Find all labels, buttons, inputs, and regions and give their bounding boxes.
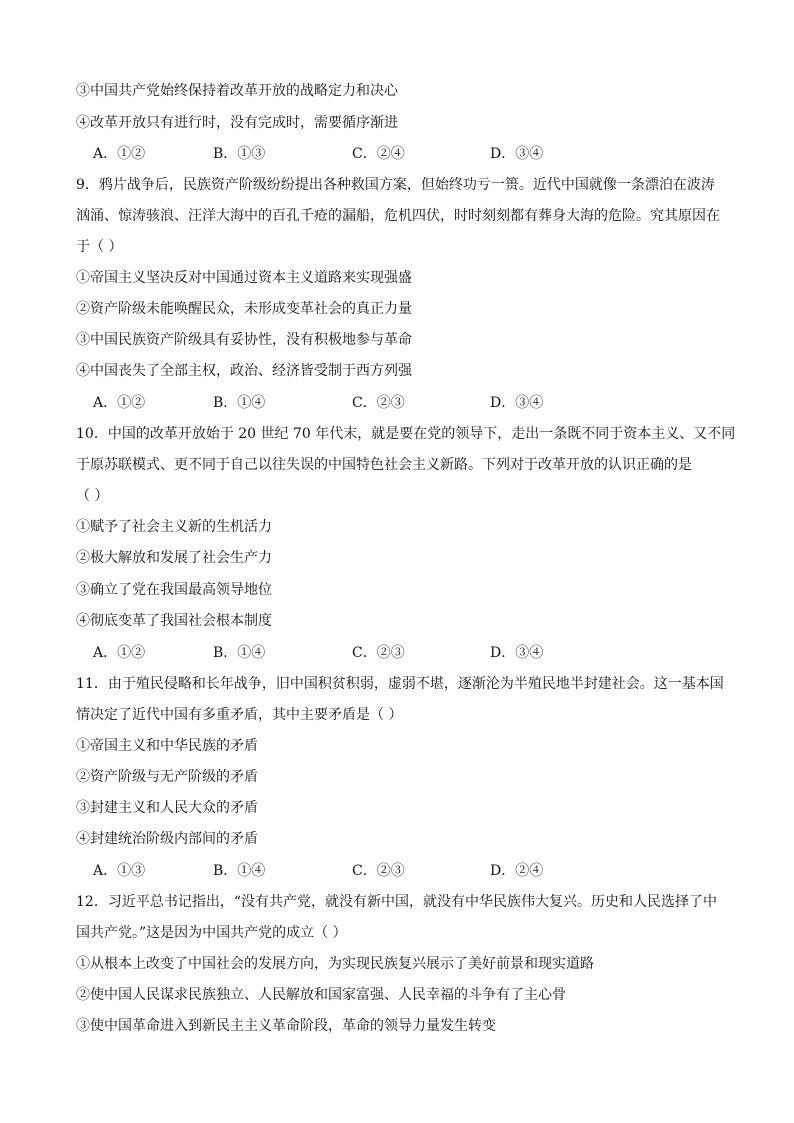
- q10-statement-1: ①赋予了社会主义新的生机活力: [76, 519, 272, 535]
- q12-statement-2: ②使中国人民谋求民族独立、人民解放和国家富强、人民幸福的斗争有了主心骨: [76, 987, 566, 1003]
- q10-stem-line-2: 于原苏联模式、更不同于自己以往失误的中国特色社会主义新路。下列对于改革开放的认识正确的是: [76, 457, 692, 473]
- q12-statement-3: ③使中国革命进入到新民主主义革命阶段，革命的领导力量发生转变: [76, 1018, 496, 1034]
- q10-statement-3: ③确立了党在我国最高领导地位: [76, 582, 272, 598]
- q9-option-c[interactable]: C．②③: [352, 395, 405, 411]
- q11-option-c[interactable]: C．②③: [352, 863, 405, 879]
- q8-option-c[interactable]: C．②④: [352, 146, 405, 162]
- q11-statement-2: ②资产阶级与无产阶级的矛盾: [76, 769, 258, 785]
- q10-option-d[interactable]: D．③④: [490, 645, 544, 661]
- q11-options: [93, 861, 733, 881]
- q9-option-b[interactable]: B．①④: [213, 395, 266, 411]
- q9-statement-1: ①帝国主义坚决反对中国通过资本主义道路来实现强盛: [76, 270, 412, 286]
- q11-statement-1: ①帝国主义和中华民族的矛盾: [76, 738, 258, 754]
- q12-stem-line-1: 12．习近平总书记指出，“没有共产党，就没有新中国，就没有中华民族伟大复兴。历史和人民选择了中: [76, 894, 717, 910]
- q8-options: [93, 144, 733, 164]
- q11-statement-3: ③封建主义和人民大众的矛盾: [76, 800, 258, 816]
- q11-stem-line-2: 情决定了近代中国有多重矛盾，其中主要矛盾是（ ）: [76, 707, 403, 723]
- q12-stem-line-2: 国共产党。”这是因为中国共产党的成立（ ）: [76, 925, 347, 941]
- q8-option-b[interactable]: B．①③: [213, 146, 266, 162]
- q10-stem-line-3: （ ）: [76, 488, 109, 504]
- q10-stem-line-1: 10．中国的改革开放始于 20 世纪 70 年代末，就是要在党的领导下，走出一条既不同于资本主义、又不同: [76, 426, 736, 442]
- q9-statement-4: ④中国丧失了全部主权，政治、经济皆受制于西方列强: [76, 363, 412, 379]
- q9-stem-line-2: 汹涌、惊涛骇浪、汪洋大海中的百孔千疮的漏船，危机四伏，时时刻刻都有葬身大海的危险。究其原因在: [76, 208, 720, 224]
- q8-statement-3: ③中国共产党始终保持着改革开放的战略定力和决心: [76, 83, 398, 99]
- q8-option-d[interactable]: D．③④: [490, 146, 544, 162]
- q11-option-a[interactable]: A．①③: [93, 863, 146, 879]
- q10-option-c[interactable]: C．②③: [352, 645, 405, 661]
- q8-statement-4: ④改革开放只有进行时，没有完成时，需要循序渐进: [76, 115, 398, 131]
- q8-option-a[interactable]: A．①②: [93, 146, 146, 162]
- q9-options: [93, 393, 733, 413]
- q9-stem-line-1: 9．鸦片战争后，民族资产阶级纷纷提出各种救国方案，但始终功亏一篑。近代中国就像一条漂泊在波涛: [76, 177, 715, 193]
- q10-statement-4: ④彻底变革了我国社会根本制度: [76, 613, 272, 629]
- q10-statement-2: ②极大解放和发展了社会生产力: [76, 550, 272, 566]
- q10-option-a[interactable]: A．①②: [93, 645, 146, 661]
- q9-statement-3: ③中国民族资产阶级具有妥协性，没有积极地参与革命: [76, 332, 412, 348]
- q12-statement-1: ①从根本上改变了中国社会的发展方向，为实现民族复兴展示了美好前景和现实道路: [76, 956, 594, 972]
- q9-statement-2: ②资产阶级未能唤醒民众，未形成变革社会的真正力量: [76, 301, 412, 317]
- q10-option-b[interactable]: B．①④: [213, 645, 266, 661]
- q11-stem-line-1: 11．由于殖民侵略和长年战争，旧中国积贫积弱，虚弱不堪，逐渐沦为半殖民地半封建社会。这一基本国: [76, 676, 724, 692]
- q11-statement-4: ④封建统治阶级内部间的矛盾: [76, 831, 258, 847]
- q9-option-d[interactable]: D．③④: [490, 395, 544, 411]
- q10-options: [93, 643, 733, 663]
- q9-stem-line-3: 于（ ）: [76, 239, 123, 255]
- q11-option-d[interactable]: D．②④: [490, 863, 544, 879]
- q11-option-b[interactable]: B．①④: [213, 863, 266, 879]
- q9-option-a[interactable]: A．①②: [93, 395, 146, 411]
